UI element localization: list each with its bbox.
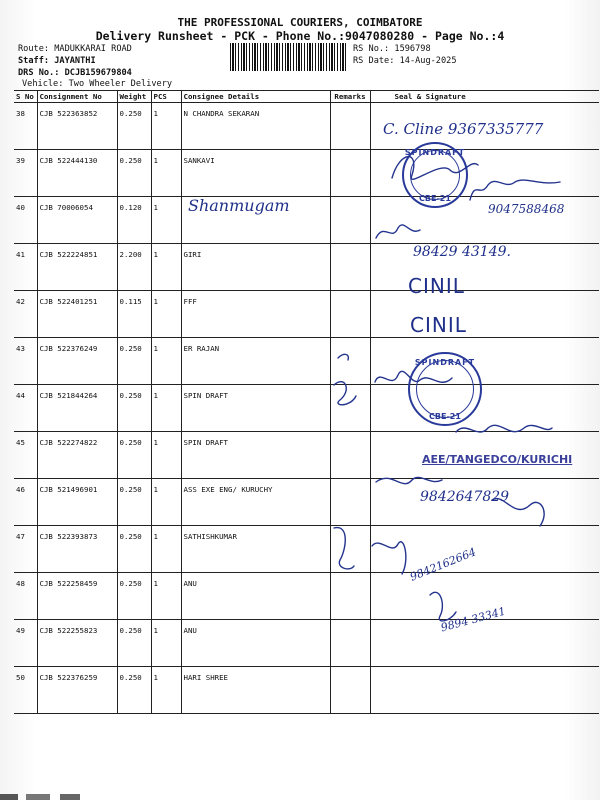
cell-pcs: 1 (151, 526, 181, 573)
cell-weight: 0.115 (117, 291, 151, 338)
cell-consignment-no: CJB 521844264 (37, 385, 117, 432)
cell-consignment-no: CJB 522363852 (37, 103, 117, 150)
cell-remarks (330, 244, 370, 291)
route-value: MADUKKARAI ROAD (54, 44, 132, 54)
col-header-pcs: PCS (151, 91, 181, 103)
spindraft-seal-45 (408, 352, 482, 426)
cell-consignee: SPIN DRAFT (181, 385, 330, 432)
cell-weight: 0.250 (117, 103, 151, 150)
cell-sno: 49 (14, 620, 37, 667)
cell-weight: 0.250 (117, 620, 151, 667)
cell-consignee: FFF (181, 291, 330, 338)
cell-consignee: ANU (181, 620, 330, 667)
cell-remarks (330, 385, 370, 432)
route-line (18, 44, 132, 54)
cell-consignee: ANU (181, 573, 330, 620)
handwritten-phone-49: 9842162664 (408, 545, 478, 584)
staff-line (18, 56, 96, 66)
seal-inner-ring (416, 360, 474, 418)
col-header-consignment: Consignment No (37, 91, 117, 103)
rs-no-value: 1596798 (394, 44, 431, 54)
cell-consignment-no: CJB 522376249 (37, 338, 117, 385)
cell-weight: 0.250 (117, 432, 151, 479)
cell-pcs: 1 (151, 103, 181, 150)
spindraft-seal-39 (402, 142, 468, 208)
handwritten-phone-40: 9047588468 (488, 202, 565, 216)
cell-seal-signature (370, 385, 599, 432)
rs-no-label: RS No.: (353, 44, 390, 54)
cell-pcs: 1 (151, 620, 181, 667)
drs-line (18, 68, 132, 78)
cell-remarks (330, 291, 370, 338)
cell-consignment-no: CJB 522393873 (37, 526, 117, 573)
aee-stamp-46: AEE/TANGEDCO/KURICHI (422, 453, 573, 466)
table-row (14, 385, 599, 432)
cell-sno: 48 (14, 573, 37, 620)
cell-seal-signature (370, 526, 599, 573)
cell-remarks (330, 103, 370, 150)
cell-sno: 46 (14, 479, 37, 526)
barcode-image (230, 43, 348, 71)
col-header-sno: S No (14, 91, 37, 103)
cell-seal-signature (370, 620, 599, 667)
handwritten-phone-50: 9894 33341 (439, 604, 508, 635)
cell-pcs: 1 (151, 291, 181, 338)
cell-remarks (330, 526, 370, 573)
cell-pcs: 1 (151, 667, 181, 714)
seal-bottom-text: CBE-21 (419, 194, 451, 203)
handwritten-cinil-42: CINIL (408, 274, 465, 298)
cell-weight: 0.250 (117, 526, 151, 573)
cell-remarks (330, 620, 370, 667)
cell-seal-signature (370, 338, 599, 385)
cell-weight: 0.250 (117, 667, 151, 714)
cell-sno: 45 (14, 432, 37, 479)
runsheet-rows (14, 103, 599, 714)
cell-sno: 47 (14, 526, 37, 573)
cell-weight: 0.250 (117, 150, 151, 197)
col-header-consignee: Consignee Details (181, 91, 330, 103)
cell-consignment-no: CJB 522255823 (37, 620, 117, 667)
cell-consignment-no: CJB 70006054 (37, 197, 117, 244)
cell-sno: 40 (14, 197, 37, 244)
cell-remarks (330, 197, 370, 244)
table-row (14, 338, 599, 385)
cell-sno: 41 (14, 244, 37, 291)
seal-bottom-text: CBE-21 (429, 412, 461, 421)
cell-consignment-no: CJB 522274822 (37, 432, 117, 479)
col-header-weight: Weight (117, 91, 151, 103)
seal-top-text: SPINDRAFT (404, 148, 466, 157)
staff-label: Staff: (18, 56, 50, 66)
cell-weight: 0.250 (117, 573, 151, 620)
cell-sno: 39 (14, 150, 37, 197)
cell-weight: 0.120 (117, 197, 151, 244)
cell-seal-signature (370, 667, 599, 714)
cell-remarks (330, 573, 370, 620)
cell-consignment-no: CJB 522376259 (37, 667, 117, 714)
col-header-seal-signature: Seal & Signature (370, 91, 599, 103)
col-header-remarks: Remarks (330, 91, 370, 103)
cell-consignee: SANKAVI (181, 150, 330, 197)
handwritten-note-38: C. Cline 9367335777 (383, 120, 544, 138)
vehicle-value: Two Wheeler Delivery (68, 79, 173, 89)
cell-consignee: HARI SHREE (181, 667, 330, 714)
handwritten-name-40: Shanmugam (188, 196, 290, 215)
table-row (14, 291, 599, 338)
rs-date-label: RS Date: (353, 56, 395, 66)
cell-pcs: 1 (151, 573, 181, 620)
cell-remarks (330, 338, 370, 385)
cell-pcs: 1 (151, 244, 181, 291)
cell-consignee: ER RAJAN (181, 338, 330, 385)
cell-consignment-no: CJB 522401251 (37, 291, 117, 338)
runsheet-table (14, 90, 599, 714)
seal-inner-ring (410, 150, 460, 200)
cell-pcs: 1 (151, 479, 181, 526)
seal-top-text: SPINDRAFT (414, 358, 476, 367)
cell-weight: 0.250 (117, 338, 151, 385)
table-row (14, 667, 599, 714)
cell-pcs: 1 (151, 385, 181, 432)
rs-no-line (353, 44, 431, 54)
cell-consignment-no: CJB 522444130 (37, 150, 117, 197)
cell-pcs: 1 (151, 197, 181, 244)
cell-pcs: 1 (151, 338, 181, 385)
handwritten-cinil-43: CINIL (410, 313, 467, 337)
rs-date-line (353, 56, 457, 66)
rs-date-value: 14-Aug-2025 (399, 56, 457, 66)
cell-weight: 2.200 (117, 244, 151, 291)
cell-consignment-no: CJB 522224851 (37, 244, 117, 291)
table-header-row (14, 91, 599, 103)
cell-remarks (330, 479, 370, 526)
cell-consignee: SATHISHKUMAR (181, 526, 330, 573)
staff-value: JAYANTHI (54, 56, 96, 66)
drs-label: DRS No.: (18, 68, 60, 78)
cell-weight: 0.250 (117, 479, 151, 526)
route-label: Route: (18, 44, 50, 54)
cell-consignee: SPIN DRAFT (181, 432, 330, 479)
cell-consignee: ASS EXE ENG/ KURUCHY (181, 479, 330, 526)
cell-sno: 43 (14, 338, 37, 385)
table-row (14, 479, 599, 526)
cell-seal-signature (370, 291, 599, 338)
table-row (14, 620, 599, 667)
cell-sno: 50 (14, 667, 37, 714)
cell-remarks (330, 432, 370, 479)
cell-pcs: 1 (151, 150, 181, 197)
cell-remarks (330, 150, 370, 197)
cell-consignee: GIRI (181, 244, 330, 291)
page-edge-scrap (0, 794, 120, 800)
cell-pcs: 1 (151, 432, 181, 479)
handwritten-phone-41: 98429 43149. (413, 244, 511, 260)
cell-sno: 38 (14, 103, 37, 150)
cell-consignment-no: CJB 522258459 (37, 573, 117, 620)
drs-value: DCJB159679804 (64, 68, 132, 78)
cell-sno: 44 (14, 385, 37, 432)
cell-seal-signature (370, 197, 599, 244)
handwritten-phone-47: 9842647829 (420, 489, 510, 505)
cell-weight: 0.250 (117, 385, 151, 432)
cell-sno: 42 (14, 291, 37, 338)
cell-consignee: N CHANDRA SEKARAN (181, 103, 330, 150)
vehicle-label: Vehicle: (22, 79, 64, 89)
vehicle-line (22, 79, 172, 89)
company-title: THE PROFESSIONAL COURIERS, COIMBATORE (177, 16, 423, 29)
table-row (14, 573, 599, 620)
table-row (14, 150, 599, 197)
table-row (14, 244, 599, 291)
cell-remarks (330, 667, 370, 714)
runsheet-subtitle: Delivery Runsheet - PCK - Phone No.:9047080280 - Page No.:4 (95, 29, 505, 43)
table-row (14, 526, 599, 573)
cell-consignment-no: CJB 521496901 (37, 479, 117, 526)
